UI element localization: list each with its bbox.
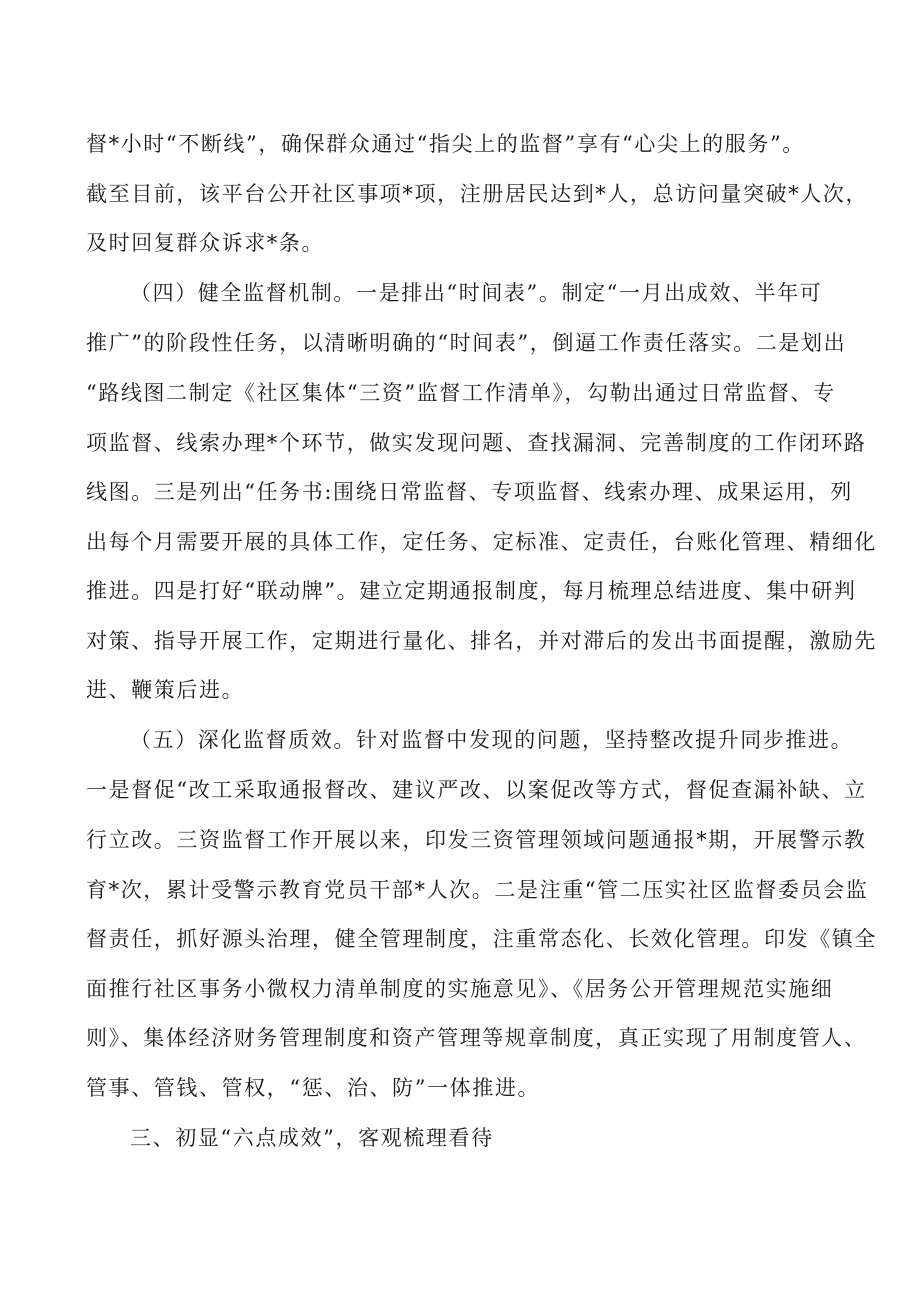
text-line: “路线图二制定《社区集体“三资”监督工作清单》，勾勒出通过日常监督、专 bbox=[86, 381, 836, 405]
text-line: 推广”的阶段性任务，以清晰明确的“时间表”，倒逼工作责任落实。二是划出 bbox=[86, 331, 847, 355]
section-heading-4: （四）健全监督机制。一是排出“时间表”。制定“一月出成效、半年可 bbox=[130, 281, 823, 305]
text-line: 及时回复群众诉求*条。 bbox=[86, 231, 325, 255]
text-line: 一是督促“改工采取通报督改、建议严改、以案促改等方式，督促查漏补缺、立 bbox=[86, 778, 867, 802]
text-line: 项监督、线索办理*个环节，做实发现问题、查找漏洞、完善制度的工作闭环路 bbox=[86, 431, 867, 455]
text-line: 督责任，抓好源头治理，健全管理制度，注重常态化、长效化管理。印发《镇全 bbox=[86, 927, 877, 951]
text-line: 管事、管钱、管权，“惩、治、防”一体推进。 bbox=[86, 1076, 541, 1100]
text-line: 线图。三是列出“任务书:围绕日常监督、专项监督、线索办理、成果运用，列 bbox=[86, 480, 853, 504]
text-line: 则》、集体经济财务管理制度和资产管理等规章制度，真正实现了用制度管人、 bbox=[86, 1026, 867, 1050]
text-line: 出每个月需要开展的具体工作，定任务、定标准、定责任，台账化管理、精细化 bbox=[86, 530, 877, 554]
text-line: 面推行社区事务小微权力清单制度的实施意见》、《居务公开管理规范实施细 bbox=[86, 977, 834, 1001]
section-heading-5: （五）深化监督质效。针对监督中发现的问题，坚持整改提升同步推进。 bbox=[130, 728, 854, 752]
text-line: 行立改。三资监督工作开展以来，印发三资管理领域问题通报*期，开展警示教 bbox=[86, 828, 867, 852]
text-line: 育*次，累计受警示教育党员干部*人次。二是注重“管二压实社区监督委员会监 bbox=[86, 878, 869, 902]
text-line: 对策、指导开展工作，定期进行量化、排名，并对滞后的发出书面提醒，激励先 bbox=[86, 629, 877, 653]
text-line: 推进。四是打好“联动牌”。建立定期通报制度，每月梳理总结进度、集中研判 bbox=[86, 579, 857, 603]
text-line: 进、鞭策后进。 bbox=[86, 678, 245, 702]
text-line: 截至目前，该平台公开社区事项*项，注册居民达到*人，总访问量突破*人次， bbox=[86, 182, 869, 206]
text-line: 督*小时“不断线”，确保群众通过“指尖上的监督”享有“心尖上的服务”。 bbox=[86, 132, 805, 156]
chapter-heading: 三、初显“六点成效”，客观梳理看待 bbox=[130, 1126, 494, 1150]
